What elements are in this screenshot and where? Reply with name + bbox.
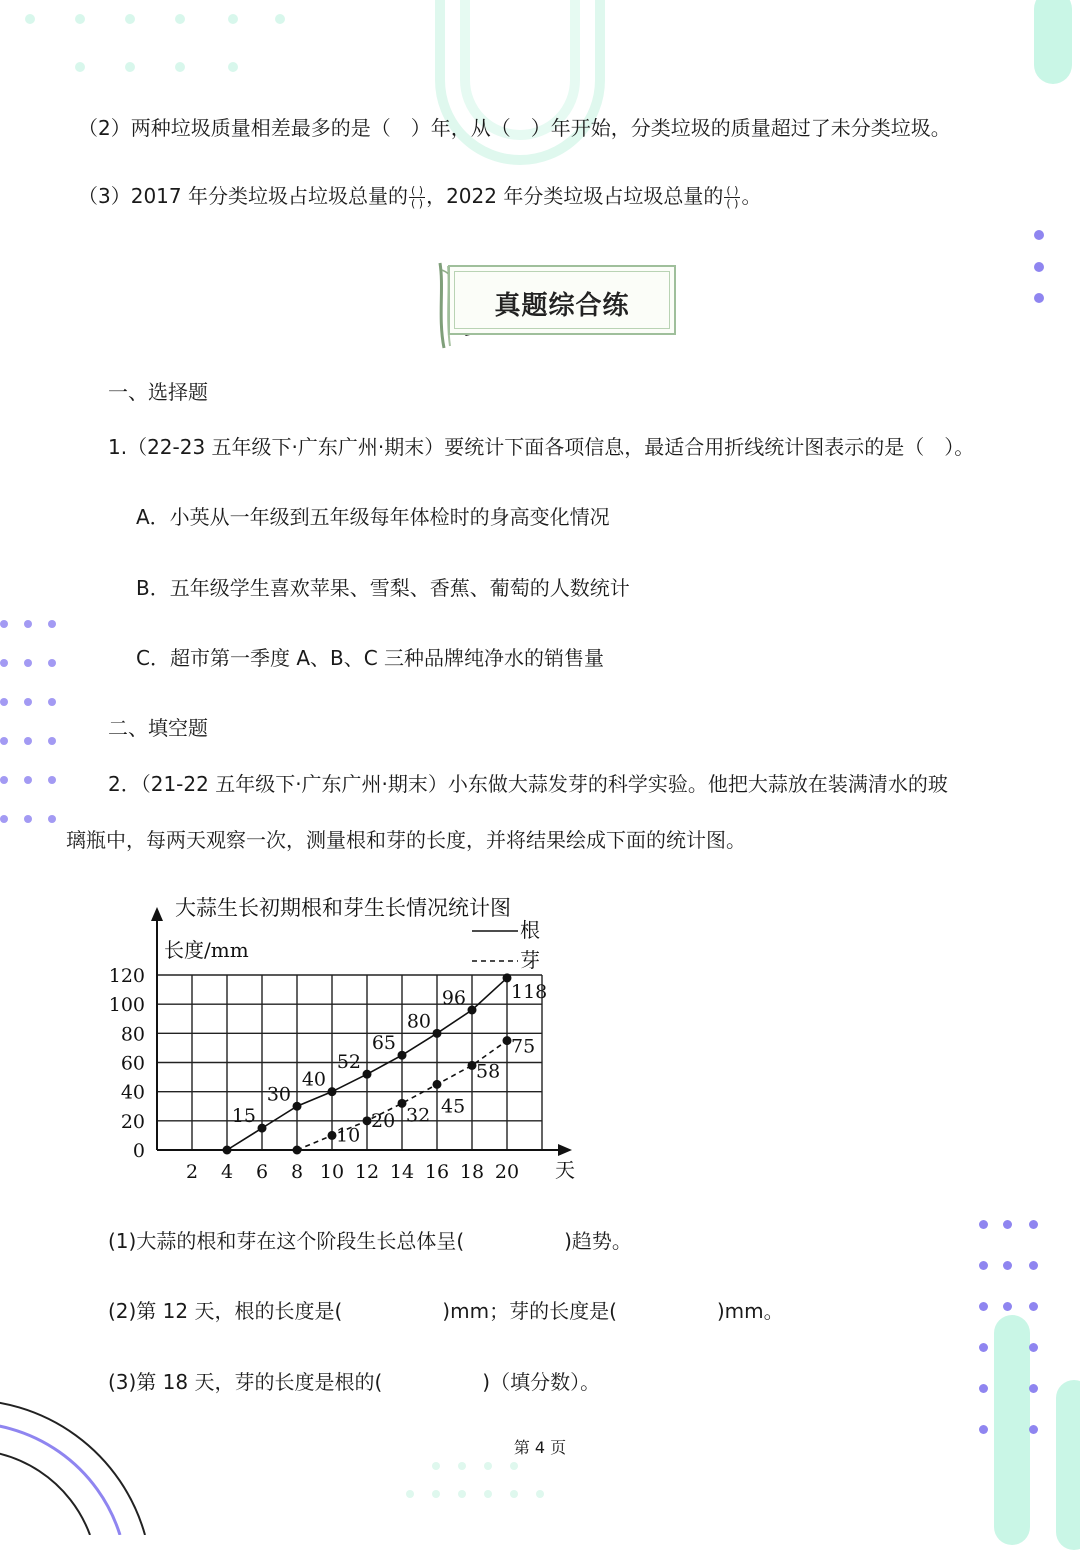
- data-point-root: [363, 1070, 372, 1079]
- x-tick-label: 12: [354, 1161, 380, 1183]
- data-label-root: 40: [301, 1068, 326, 1091]
- option-a: A．小英从一年级到五年级每年体检时的身高变化情况: [136, 505, 610, 529]
- data-point-root: [468, 1006, 477, 1015]
- q3-text-end: 。: [741, 184, 762, 208]
- garlic-growth-line-chart: [100, 885, 600, 1185]
- decor-purple-dots-right: [1030, 230, 1050, 310]
- question-1: 1.（22-23 五年级下·广东广州·期末）要统计下面各项信息，最适合用折线统计图表示的是（ ）。: [108, 435, 975, 459]
- data-label-sprout: 75: [511, 1035, 536, 1058]
- x-tick-label: 4: [220, 1161, 234, 1183]
- data-label-sprout: 20: [371, 1109, 396, 1132]
- fraction-blank-2: $\frac{( )}{( )}$: [726, 184, 739, 210]
- decor-mint-dots-top-left: [0, 0, 300, 80]
- x-tick-label: 14: [389, 1161, 415, 1183]
- data-label-root: 30: [266, 1083, 291, 1106]
- section-heading-choice: 一、选择题: [108, 380, 208, 404]
- data-point-sprout: [293, 1146, 302, 1155]
- decor-bottom-left-arcs: [0, 1395, 160, 1539]
- question-line-2: （2）两种垃圾质量相差最多的是（ ）年，从（ ）年开始，分类垃圾的质量超过了未分类垃圾。: [78, 116, 951, 140]
- data-point-root: [293, 1102, 302, 1111]
- chart-title: 大蒜生长初期根和芽生长情况统计图: [175, 896, 511, 920]
- decor-top-arcs: [430, 0, 610, 174]
- sub-question-2: (2)第 12 天，根的长度是( )mm；芽的长度是( )mm。: [108, 1299, 784, 1323]
- data-point-root: [398, 1051, 407, 1060]
- x-tick-label: 10: [319, 1161, 345, 1183]
- decor-purple-dots-bottom-right: [975, 1220, 1045, 1440]
- x-tick-label: 6: [255, 1161, 269, 1183]
- option-b: B．五年级学生喜欢苹果、雪梨、香蕉、葡萄的人数统计: [136, 576, 630, 600]
- banner-title: 真题综合练: [494, 291, 630, 321]
- y-axis-label: 长度/mm: [164, 938, 249, 962]
- legend-label-sprout: 芽: [520, 948, 540, 972]
- option-c: C．超市第一季度 A、B、C 三种品牌纯净水的销售量: [136, 646, 605, 670]
- y-tick-label: 0: [132, 1140, 145, 1162]
- data-point-root: [258, 1124, 267, 1133]
- q3-text-part1: （3）2017 年分类垃圾占垃圾总量的: [78, 184, 408, 208]
- sub-question-3: (3)第 18 天，芽的长度是根的( )（填分数）。: [108, 1370, 601, 1394]
- data-label-root: 96: [441, 987, 466, 1009]
- question-2-line2: 璃瓶中，每两天观察一次，测量根和芽的长度，并将结果绘成下面的统计图。: [66, 828, 746, 852]
- data-point-root: [328, 1087, 337, 1096]
- data-label-root: 65: [371, 1032, 396, 1055]
- y-axis-arrow: [151, 907, 163, 921]
- decor-purple-dots-left: [0, 620, 70, 830]
- q3-text-part2: ，2022 年分类垃圾占垃圾总量的: [426, 184, 724, 208]
- data-label-root: 52: [336, 1051, 361, 1074]
- y-tick-label: 100: [108, 994, 145, 1017]
- y-tick-label: 20: [120, 1110, 145, 1133]
- x-tick-label: 20: [494, 1161, 520, 1183]
- decor-mint-pill-bottom-right-2: [1056, 1380, 1080, 1550]
- page-number: 第 4 页: [513, 1438, 567, 1457]
- x-tick-label: 18: [459, 1161, 485, 1183]
- banner-frame: [448, 265, 676, 335]
- x-tick-label: 2: [185, 1161, 199, 1183]
- y-tick-label: 80: [120, 1023, 145, 1046]
- data-label-sprout: 10: [336, 1124, 361, 1147]
- y-tick-label: 120: [108, 965, 145, 987]
- y-tick-label: 40: [120, 1081, 145, 1104]
- x-axis-label: 天: [555, 1158, 575, 1182]
- section-heading-fill: 二、填空题: [108, 716, 208, 740]
- y-tick-label: 60: [120, 1052, 145, 1075]
- data-label-sprout: 58: [476, 1060, 501, 1083]
- data-point-root: [433, 1029, 442, 1038]
- x-tick-label: 8: [290, 1161, 304, 1183]
- data-point-sprout: [433, 1080, 442, 1089]
- data-label-root: 118: [511, 980, 548, 1003]
- decor-mint-pill-top-right: [1034, 0, 1072, 84]
- question-2-line1: 2．（21-22 五年级下·广东广州·期末）小东做大蒜发芽的科学实验。他把大蒜放在装满清水的玻: [108, 772, 948, 796]
- decor-mint-dots-bottom: [400, 1462, 560, 1522]
- fraction-blank-1: $\frac{( )}{( )}$: [410, 184, 424, 210]
- data-label-root: 15: [231, 1105, 256, 1128]
- data-point-root: [223, 1146, 232, 1155]
- data-label-root: 80: [406, 1010, 431, 1033]
- data-label-sprout: 32: [406, 1104, 431, 1127]
- question-line-3: [78, 180, 761, 210]
- x-axis-arrow: [558, 1144, 572, 1156]
- data-label-sprout: 45: [441, 1095, 466, 1118]
- legend-label-root: 根: [520, 918, 540, 942]
- x-tick-label: 16: [424, 1161, 450, 1183]
- sub-question-1: (1)大蒜的根和芽在这个阶段生长总体呈( )趋势。: [108, 1229, 632, 1253]
